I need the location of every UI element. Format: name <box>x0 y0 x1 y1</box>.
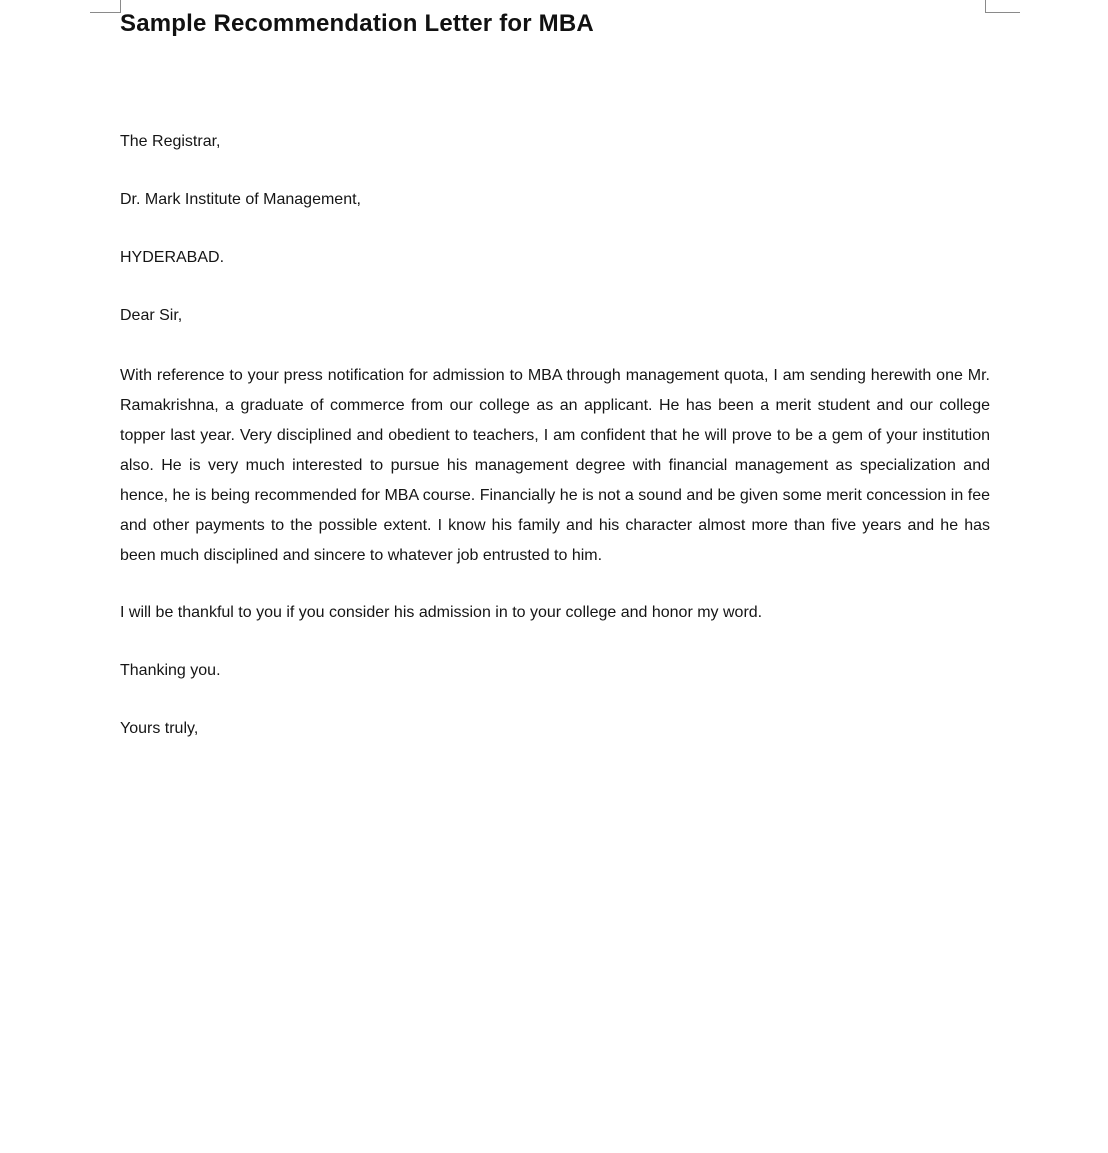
letter-body <box>120 132 990 739</box>
main-paragraph: With reference to your press notification for admission to MBA through management quota, I am sending herewith one Mr. Ramakrishna, a graduate of commerce from our college as an applicant. He has been a merit student and our college topper last year. Very disciplined and obedient to teachers, I am confident that he will prove to be a gem of your institution also. He is very much interested to pursue his management degree with financial management as specialization and hence, he is being recommended for MBA course. Financially he is not a sound and be given some merit concession in fee and other payments to the possible extent. I know his family and his character almost more than five years and he has been much disciplined and sincere to whatever job entrusted to him. <box>120 367 990 564</box>
thanks-line: Thanking you. <box>120 662 221 679</box>
recipient-line-1: The Registrar, <box>120 133 221 150</box>
crop-mark-top-left <box>90 0 121 13</box>
recipient-line-2: Dr. Mark Institute of Management, <box>120 191 361 208</box>
recipient-line-3: HYDERABAD. <box>120 249 225 266</box>
sign-off: Yours truly, <box>120 720 199 737</box>
crop-mark-top-right <box>985 0 1020 13</box>
salutation: Dear Sir, <box>120 307 183 324</box>
closing-paragraph: I will be thankful to you if you consider his admission in to your college and honor my word. <box>120 604 763 621</box>
document-title: Sample Recommendation Letter for MBA <box>120 10 594 37</box>
